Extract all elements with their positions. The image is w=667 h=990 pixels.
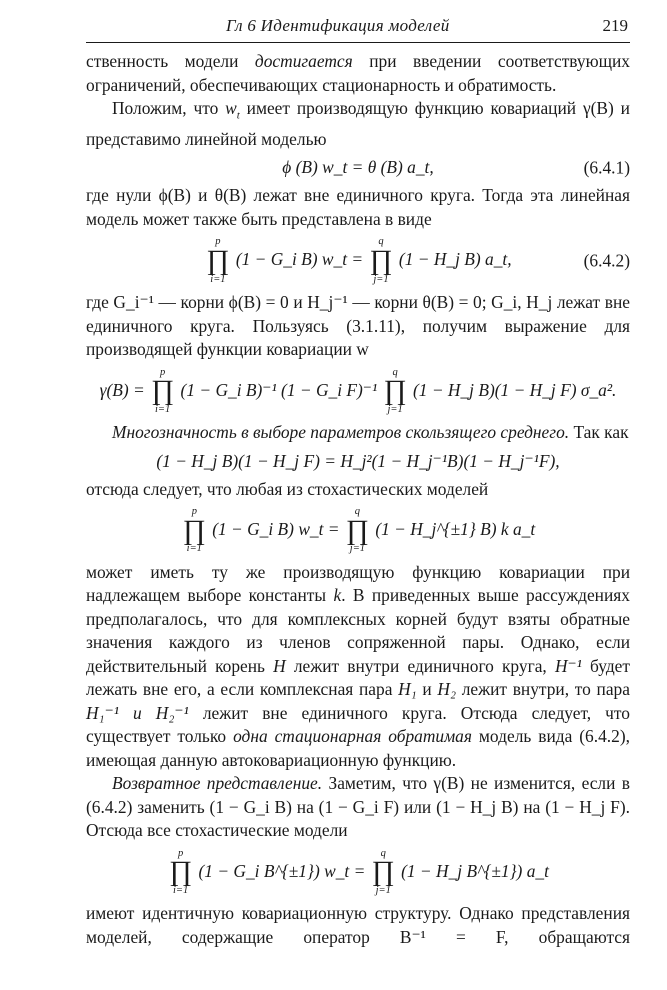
equation-equivalent-models: p ∏ i=1 (1 − G_i B) w_t = q ∏ j=1 (1 − H_j^{±1} B) k a_t <box>182 506 536 555</box>
product-symbol: q ∏ j=1 <box>369 236 393 285</box>
paragraph-9: имеют идентичную ковариационную структуру. Однако представления моделей, содержащие оператор B⁻¹ = F, обращаются <box>86 903 630 947</box>
product-symbol: p ∏ i=1 <box>182 506 206 555</box>
equation-root-inversion: (1 − H_j B)(1 − H_j F) = H_j²(1 − H_j⁻¹B)(1 − H_j⁻¹F), <box>156 450 560 471</box>
paragraph-3: где нули ϕ(B) и θ(B) лежат вне единичного круга. Тогда эта линейная модель может также быть представлена в виде <box>86 185 630 229</box>
paragraph-5: Многозначность в выборе параметров скользящего среднего. Так как <box>112 422 629 443</box>
paragraph-6: отсюда следует, что любая из стохастических моделей <box>86 478 489 499</box>
page-number: 219 <box>602 16 628 35</box>
product-symbol: q ∏ j=1 <box>383 366 407 415</box>
paragraph-4: где G_i⁻¹ — корни ϕ(B) = 0 и H_j⁻¹ — корни θ(B) = 0; G_i, H_j лежат вне единичного круга. Пользуясь (3.1.11), получим выражение для производящей функции ковариации w <box>86 292 630 360</box>
equation-covariance-function: γ(B) = p ∏ i=1 (1 − G_i B)⁻¹ (1 − G_i F)⁻¹ q ∏ j=1 (1 − H_j B)(1 − H_j F) σ_a². <box>99 366 617 415</box>
product-symbol: p ∏ i=1 <box>206 236 230 285</box>
header-title: Гл 6 Идентификация моделей <box>226 16 450 35</box>
equation-6-4-2: p ∏ i=1 (1 − G_i B) w_t = q ∏ j=1 (1 − H_j B) a_t, (6.4.2) <box>206 236 630 285</box>
paragraph-1: ственность модели достигается при введении соответствующих ограничений, обеспечивающих стационарность и обратимость. <box>86 51 630 95</box>
paragraph-2: Положим, что $w_t$ имеет производящую функцию ковариаций γ(B) и представимо линейной моделью <box>86 98 630 149</box>
equation-6-4-1: ϕ (B) w_t = θ (B) a_t, (6.4.1) <box>282 157 630 178</box>
equation-label: (6.4.1) <box>583 157 630 178</box>
paragraph-7: может иметь ту же производящую функцию ковариации при надлежащем выборе константы k. В приведенных выше рассуждениях предполагалось, что для комплексных корней будут взяты обратные значения каждого из членов сопряженной пары. Однако, если действительный корень H лежит внутри единичного круга, H⁻¹ будет лежать вне его, а если комплексная пара H₁ и H₂ лежит внутри, то пара H₁⁻¹ и H₂⁻¹ лежит вне единичного круга. Отсюда следует, что существует только одна стационарная обратимая модель вида (6.4.2), имеющая данную автоковариационную функцию. <box>86 561 630 770</box>
product-symbol: q ∏ j=1 <box>345 506 369 555</box>
paragraph-8: Возвратное представление. Заметим, что γ(B) не изменится, если в (6.4.2) заменить (1 − G_i B) на (1 − G_i F) или (1 − H_j B) на (1 − H_j F). Отсюда все стохастические модели <box>86 773 630 841</box>
product-symbol: p ∏ i=1 <box>169 847 193 896</box>
product-symbol: q ∏ j=1 <box>371 847 395 896</box>
product-symbol: p ∏ i=1 <box>151 366 175 415</box>
equation-backward-representation: p ∏ i=1 (1 − G_i B^{±1}) w_t = q ∏ j=1 (1 − H_j B^{±1}) a_t <box>169 847 549 896</box>
page-body <box>86 50 630 973</box>
equation-label: (6.4.2) <box>583 250 630 271</box>
running-header <box>86 12 630 43</box>
